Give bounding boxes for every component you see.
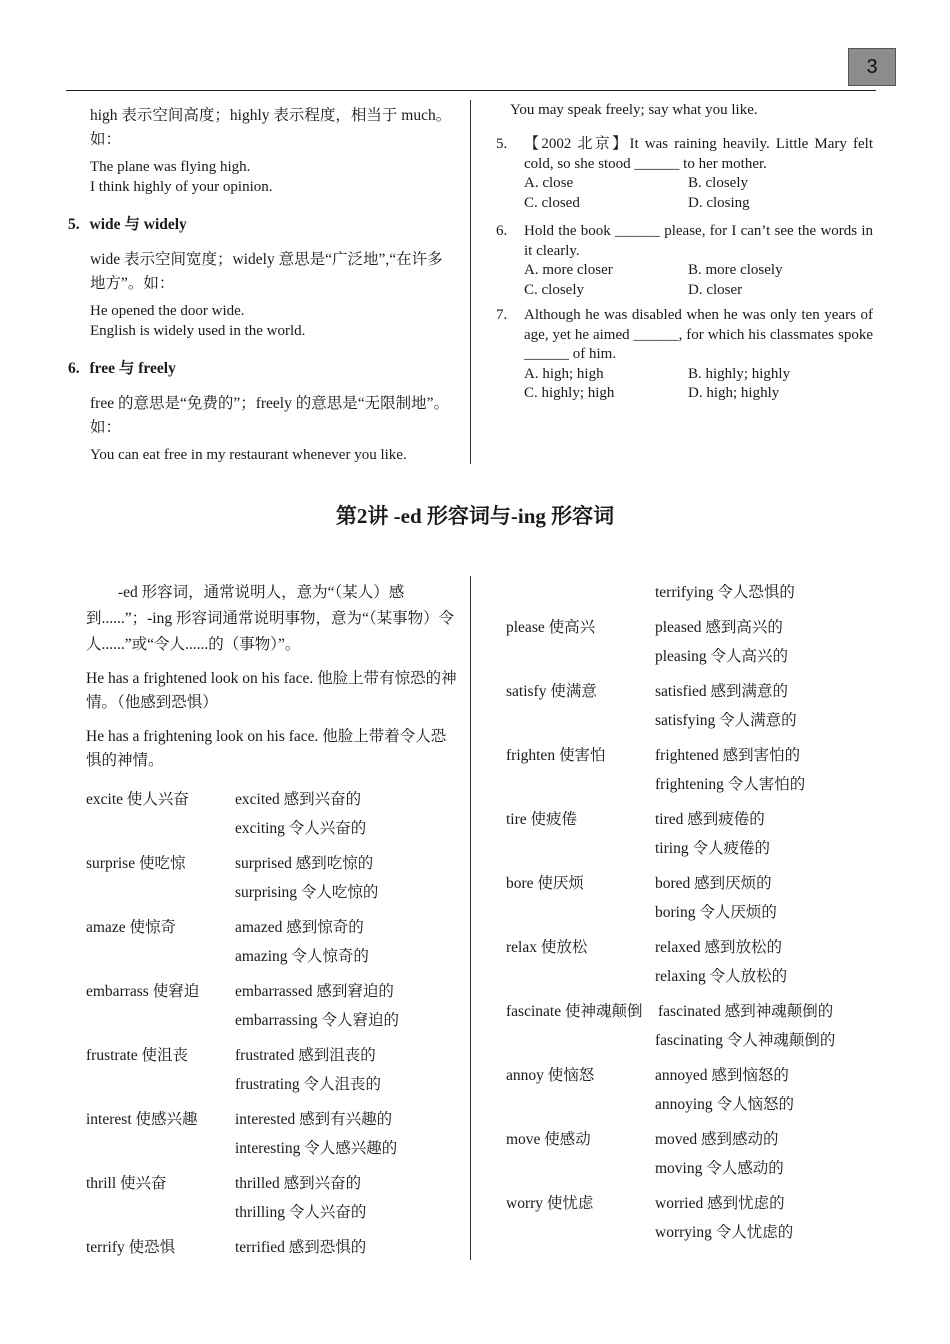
high-examples [90, 158, 458, 197]
column-divider-bottom [470, 576, 471, 1260]
section-title: 第2讲 -ed 形容词与-ing 形容词 [335, 504, 615, 528]
question-number: 5. [496, 136, 508, 152]
question-number: 7. [496, 307, 508, 323]
ing-adjective: tiring 令人疲倦的 [655, 840, 770, 857]
vocab-entry [86, 849, 466, 913]
option-a: A. close [524, 175, 574, 191]
question-7 [496, 306, 873, 404]
options-row [524, 261, 873, 281]
example-sentence: He has a frightened look on his face. 他脸上带有惊恐的神情。（他感到恐惧） [86, 670, 457, 711]
options-row [524, 384, 873, 404]
high-text: high 表示空间高度；highly 表示程度，相当于 much。如： [90, 107, 452, 148]
ing-adjective: embarrassing 令人窘迫的 [235, 1012, 400, 1029]
ed-adjective: pleased 感到高兴的 [655, 619, 783, 636]
ed-adjective: tired 感到疲倦的 [655, 811, 765, 828]
base-verb: tire 使疲倦 [506, 811, 578, 828]
page-number: 3 [866, 56, 878, 78]
header-rule [66, 90, 876, 91]
base-verb: worry 使忧虑 [506, 1195, 594, 1212]
ed-adjective: frustrated 感到沮丧的 [235, 1047, 376, 1064]
vocab-entry [506, 1061, 886, 1125]
ing-adjective: relaxing 令人放松的 [655, 968, 788, 985]
ed-adjective: moved 感到感动的 [655, 1131, 779, 1148]
base-verb: relax 使放松 [506, 939, 588, 956]
option-a: A. more closer [524, 262, 613, 278]
ed-adjective: fascinated 感到神魂颠倒的 [658, 1003, 834, 1020]
option-b: B. closely [688, 175, 748, 191]
ing-adjective: terrifying 令人恐惧的 [655, 584, 795, 601]
column-divider-top [470, 100, 471, 464]
ing-adjective: exciting 令人兴奋的 [235, 820, 367, 837]
example-sentence: English is widely used in the world. [90, 322, 306, 339]
ing-adjective: surprising 令人吃惊的 [235, 884, 379, 901]
ing-adjective: pleasing 令人高兴的 [655, 648, 789, 665]
ing-adjective: frustrating 令人沮丧的 [235, 1076, 381, 1093]
option-b: B. highly; highly [688, 365, 791, 382]
ing-adjective: frightening 令人害怕的 [655, 776, 806, 793]
ing-adjective: annoying 令人恼怒的 [655, 1096, 795, 1113]
vocab-entry [86, 977, 466, 1041]
ing-adjective: moving 令人感动的 [655, 1160, 784, 1177]
frightened-example [86, 667, 458, 715]
frightening-example [86, 725, 458, 773]
base-verb: embarrass 使窘迫 [86, 983, 200, 1000]
ed-adjective: relaxed 感到放松的 [655, 939, 782, 956]
option-b: B. more closely [688, 262, 783, 278]
option-d: D. high; highly [688, 385, 780, 401]
ed-adjective: worried 感到忧虑的 [655, 1195, 785, 1212]
high-highly-note [90, 104, 458, 152]
free-example [90, 446, 458, 466]
wide-widely-note [90, 248, 458, 296]
ing-adjective: worrying 令人忧虑的 [655, 1224, 794, 1241]
base-verb: satisfy 使满意 [506, 683, 597, 700]
ing-adjective: interesting 令人感兴趣的 [235, 1140, 398, 1157]
base-verb: thrill 使兴奋 [86, 1175, 167, 1192]
vocab-entry [506, 677, 886, 741]
vocab-list-right [506, 613, 886, 1253]
option-c: C. closed [524, 194, 580, 211]
free-text: free 的意思是“免费的”；freely 的意思是“无限制地”。如： [90, 395, 449, 436]
vocab-entry [506, 997, 886, 1061]
base-verb: frustrate 使沮丧 [86, 1047, 189, 1064]
question-6 [496, 222, 873, 300]
vocab-entry [506, 613, 886, 677]
option-a: A. high; high [524, 365, 604, 382]
ed-adjective: interested 感到有兴趣的 [235, 1111, 393, 1128]
ed-adjective: embarrassed 感到窘迫的 [235, 983, 394, 1000]
heading-5 [68, 212, 187, 234]
vocab-entry [506, 869, 886, 933]
vocab-entry [506, 805, 886, 869]
base-verb: bore 使厌烦 [506, 875, 584, 892]
intro-text: -ed 形容词，通常说明人，意为“（某人）感到......”；-ing 形容词通常说明事物，意为“（某事物）令人......”或“令人......的（事物）”。 [86, 584, 455, 653]
base-verb: amaze 使惊奇 [86, 919, 176, 936]
vocab-entry [86, 913, 466, 977]
vocab-entry [86, 1169, 466, 1233]
heading-number: 5. [68, 216, 80, 233]
options-row [524, 194, 873, 214]
vocab-entry [506, 1125, 886, 1189]
question-text: 【2002 北京】It was raining heavily. Little Mary felt cold, so she stood ______ to her mother. [524, 136, 873, 172]
example-sentence: I think highly of your opinion. [90, 178, 273, 195]
question-text: Although he was disabled when he was only ten years of age, yet he aimed ______, for which his classmates spoke ______ of him. [524, 307, 873, 362]
freely-example: You may speak freely; say what you like. [510, 102, 758, 118]
options-row [524, 281, 873, 301]
ed-adjective: frightened 感到害怕的 [655, 747, 801, 764]
base-verb: please 使高兴 [506, 619, 596, 636]
vocab-entry [86, 1105, 466, 1169]
base-verb: surprise 使吃惊 [86, 855, 186, 872]
vocab-list-left [86, 785, 466, 1267]
vocab-entry [506, 933, 886, 997]
free-freely-note [90, 392, 458, 440]
vocab-entry [506, 741, 886, 805]
base-verb: excite 使人兴奋 [86, 791, 189, 808]
ing-adjective: boring 令人厌烦的 [655, 904, 777, 921]
base-verb: frighten 使害怕 [506, 747, 606, 764]
ed-adjective: excited 感到兴奋的 [235, 791, 362, 808]
heading-6 [68, 356, 176, 378]
ed-adjective: bored 感到厌烦的 [655, 875, 772, 892]
question-5 [496, 135, 873, 213]
base-verb: annoy 使恼怒 [506, 1067, 595, 1084]
example-sentence: He opened the door wide. [90, 303, 245, 319]
example-sentence: He has a frightening look on his face. 他脸上带着令人恐惧的神情。 [86, 728, 447, 769]
vocab-entry [86, 1041, 466, 1105]
vocab-entry [86, 1233, 466, 1267]
example-sentence: The plane was flying high. [90, 159, 251, 175]
heading-title: free 与 freely [89, 360, 176, 377]
ed-adjective: satisfied 感到满意的 [655, 683, 789, 700]
ed-adjective: annoyed 感到恼怒的 [655, 1067, 789, 1084]
heading-title: wide 与 widely [89, 216, 187, 233]
option-c: C. closely [524, 281, 584, 298]
ing-adjective: thrilling 令人兴奋的 [235, 1204, 367, 1221]
question-text: Hold the book ______ please, for I can’t see the words in it clearly. [524, 223, 873, 259]
ed-adjective: thrilled 感到兴奋的 [235, 1175, 362, 1192]
vocab-entry [506, 1189, 886, 1253]
ing-adjective: fascinating 令人神魂颠倒的 [655, 1032, 836, 1049]
option-d: D. closer [688, 281, 743, 298]
vocab-entry [86, 785, 466, 849]
ing-adjective: satisfying 令人满意的 [655, 712, 797, 729]
options-row [524, 174, 873, 194]
wide-text: wide 表示空间宽度；widely 意思是“广泛地”,“在许多地方”。如： [90, 251, 443, 292]
option-d: D. closing [688, 194, 750, 211]
question-number: 6. [496, 223, 508, 239]
ed-adjective: surprised 感到吃惊的 [235, 855, 374, 872]
ed-ing-intro [86, 580, 458, 658]
options-row [524, 365, 873, 385]
wide-examples [90, 302, 458, 341]
ed-adjective: terrified 感到恐惧的 [235, 1239, 367, 1256]
ing-adjective: amazing 令人惊奇的 [235, 948, 369, 965]
heading-number: 6. [68, 360, 80, 377]
base-verb: terrify 使恐惧 [86, 1239, 176, 1256]
base-verb: fascinate 使神魂颠倒 [506, 1003, 643, 1020]
ed-adjective: amazed 感到惊奇的 [235, 919, 364, 936]
option-c: C. highly; high [524, 385, 615, 401]
base-verb: interest 使感兴趣 [86, 1111, 198, 1128]
example-sentence: You can eat free in my restaurant whenever you like. [90, 447, 407, 463]
base-verb: move 使感动 [506, 1131, 591, 1148]
